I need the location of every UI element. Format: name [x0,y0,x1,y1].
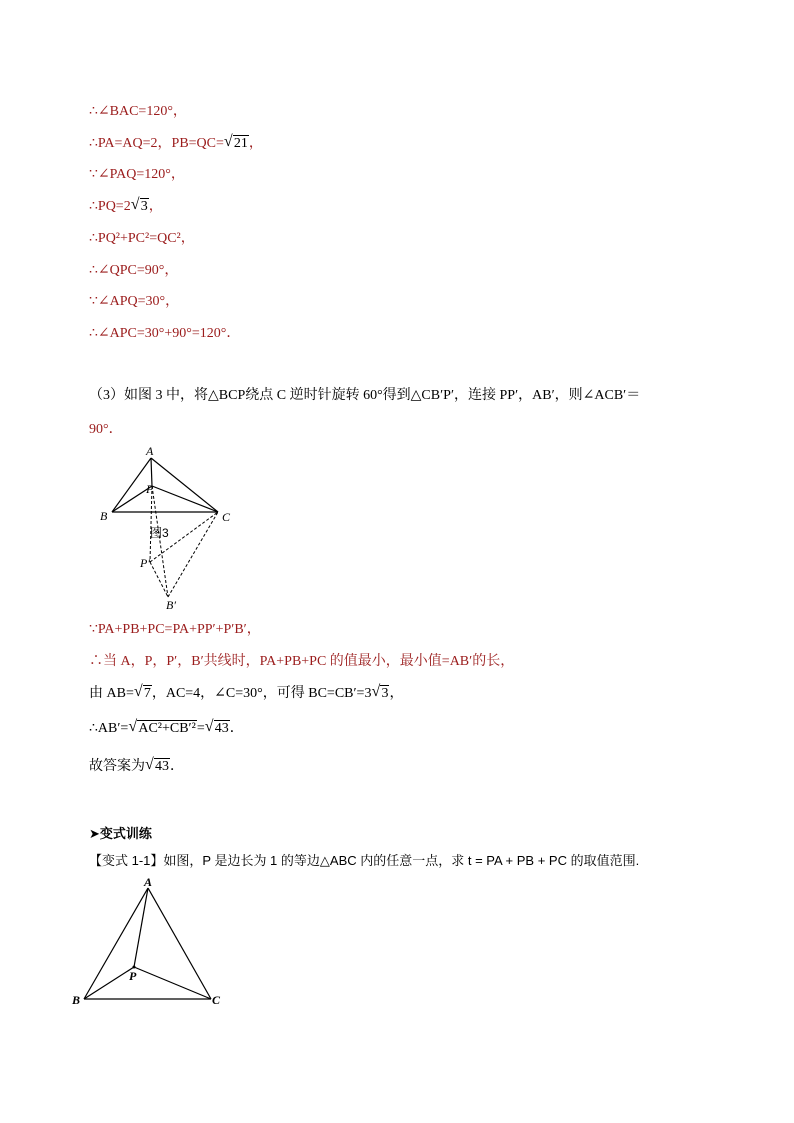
edge-pc [134,967,211,999]
label-A: A [146,445,154,458]
section-title: ➤变式训练 [89,826,152,841]
line-4: ∴PQ=2 √ 3， [89,197,163,217]
dash-pb2 [152,486,168,597]
line-8: ∴∠APC=30°+90°=120°． [89,326,241,341]
figure-caption: 图3 [150,526,169,540]
label-A: A [144,875,153,889]
label-Bp: B′ [166,598,176,612]
sqrt-43: √ 43 [204,718,229,736]
edge-ac [151,458,218,512]
sqrt-43b: √ 43 [145,756,169,774]
sqrt-sum: √ AC²+CB′² [128,718,196,736]
figure-3 [90,445,250,615]
line-11: ∴当 A，P，P′，B′共线时，PA+PB+PC 的值最小，最小值=AB′的长， [89,654,515,669]
line-9 [89,386,640,406]
line-10: ∵PA+PB+PC=PA+PP′+P′B′， [89,622,261,637]
line-9b: 90°． [89,422,123,437]
line-6: ∴∠QPC=90°， [89,263,179,278]
line-3: ∵∠PAQ=120°， [89,167,185,182]
sqrt-7: √ 7 [133,683,151,701]
variant-question: 【变式 1-1】如图，P 是边长为 1 的等边△ABC 内的任意一点，求 t = PA + PB + PC 的取值范围. [89,853,640,868]
label-P: P [146,482,154,496]
sqrt-3: √ 3 [130,196,148,214]
line-13: ∴AB′= √ AC²+CB′²= √ 43． [89,719,244,739]
line-9-text: （3）如图 3 中，将△BCP绕点 C 逆时针旋转 60°得到△CB′P′，连接 PP′，AB′，则∠ACB′＝ [89,388,641,403]
line-7: ∵∠APQ=30°， [89,294,180,309]
label-C: C [222,510,231,524]
edge-ac [148,888,211,999]
line-5: ∴PQ²+PC²=QC²， [89,231,195,246]
arrow-icon: ➤ [89,826,100,841]
dash-bc [168,512,218,597]
sqrt-3b: √ 3 [371,683,389,701]
line-14: 故答案为 √ 43． [89,757,184,777]
line-2-text: ∴PA=AQ=2，PB=QC= [89,136,224,151]
line-1: ∴∠BAC=120°， [89,104,187,119]
label-P: P [129,969,137,983]
label-C: C [212,993,221,1007]
edge-pc [152,486,218,512]
label-Pp: P′ [140,556,150,570]
line-2: ∴PA=AQ=2，PB=QC= √ 21， [89,134,263,154]
label-B: B [72,993,81,1007]
label-B: B [100,509,108,523]
edge-pb [84,967,134,999]
line-4-text: ∴PQ=2 [89,199,131,214]
dash-pp [150,486,152,562]
sqrt-21: √ 21 [223,133,248,151]
line-12: 由 AB= √ 7，AC=4，∠C=30°，可得 BC=CB′=3 √ 3， [89,684,403,704]
figure-variant [68,872,238,1012]
dash-pb [150,562,168,597]
